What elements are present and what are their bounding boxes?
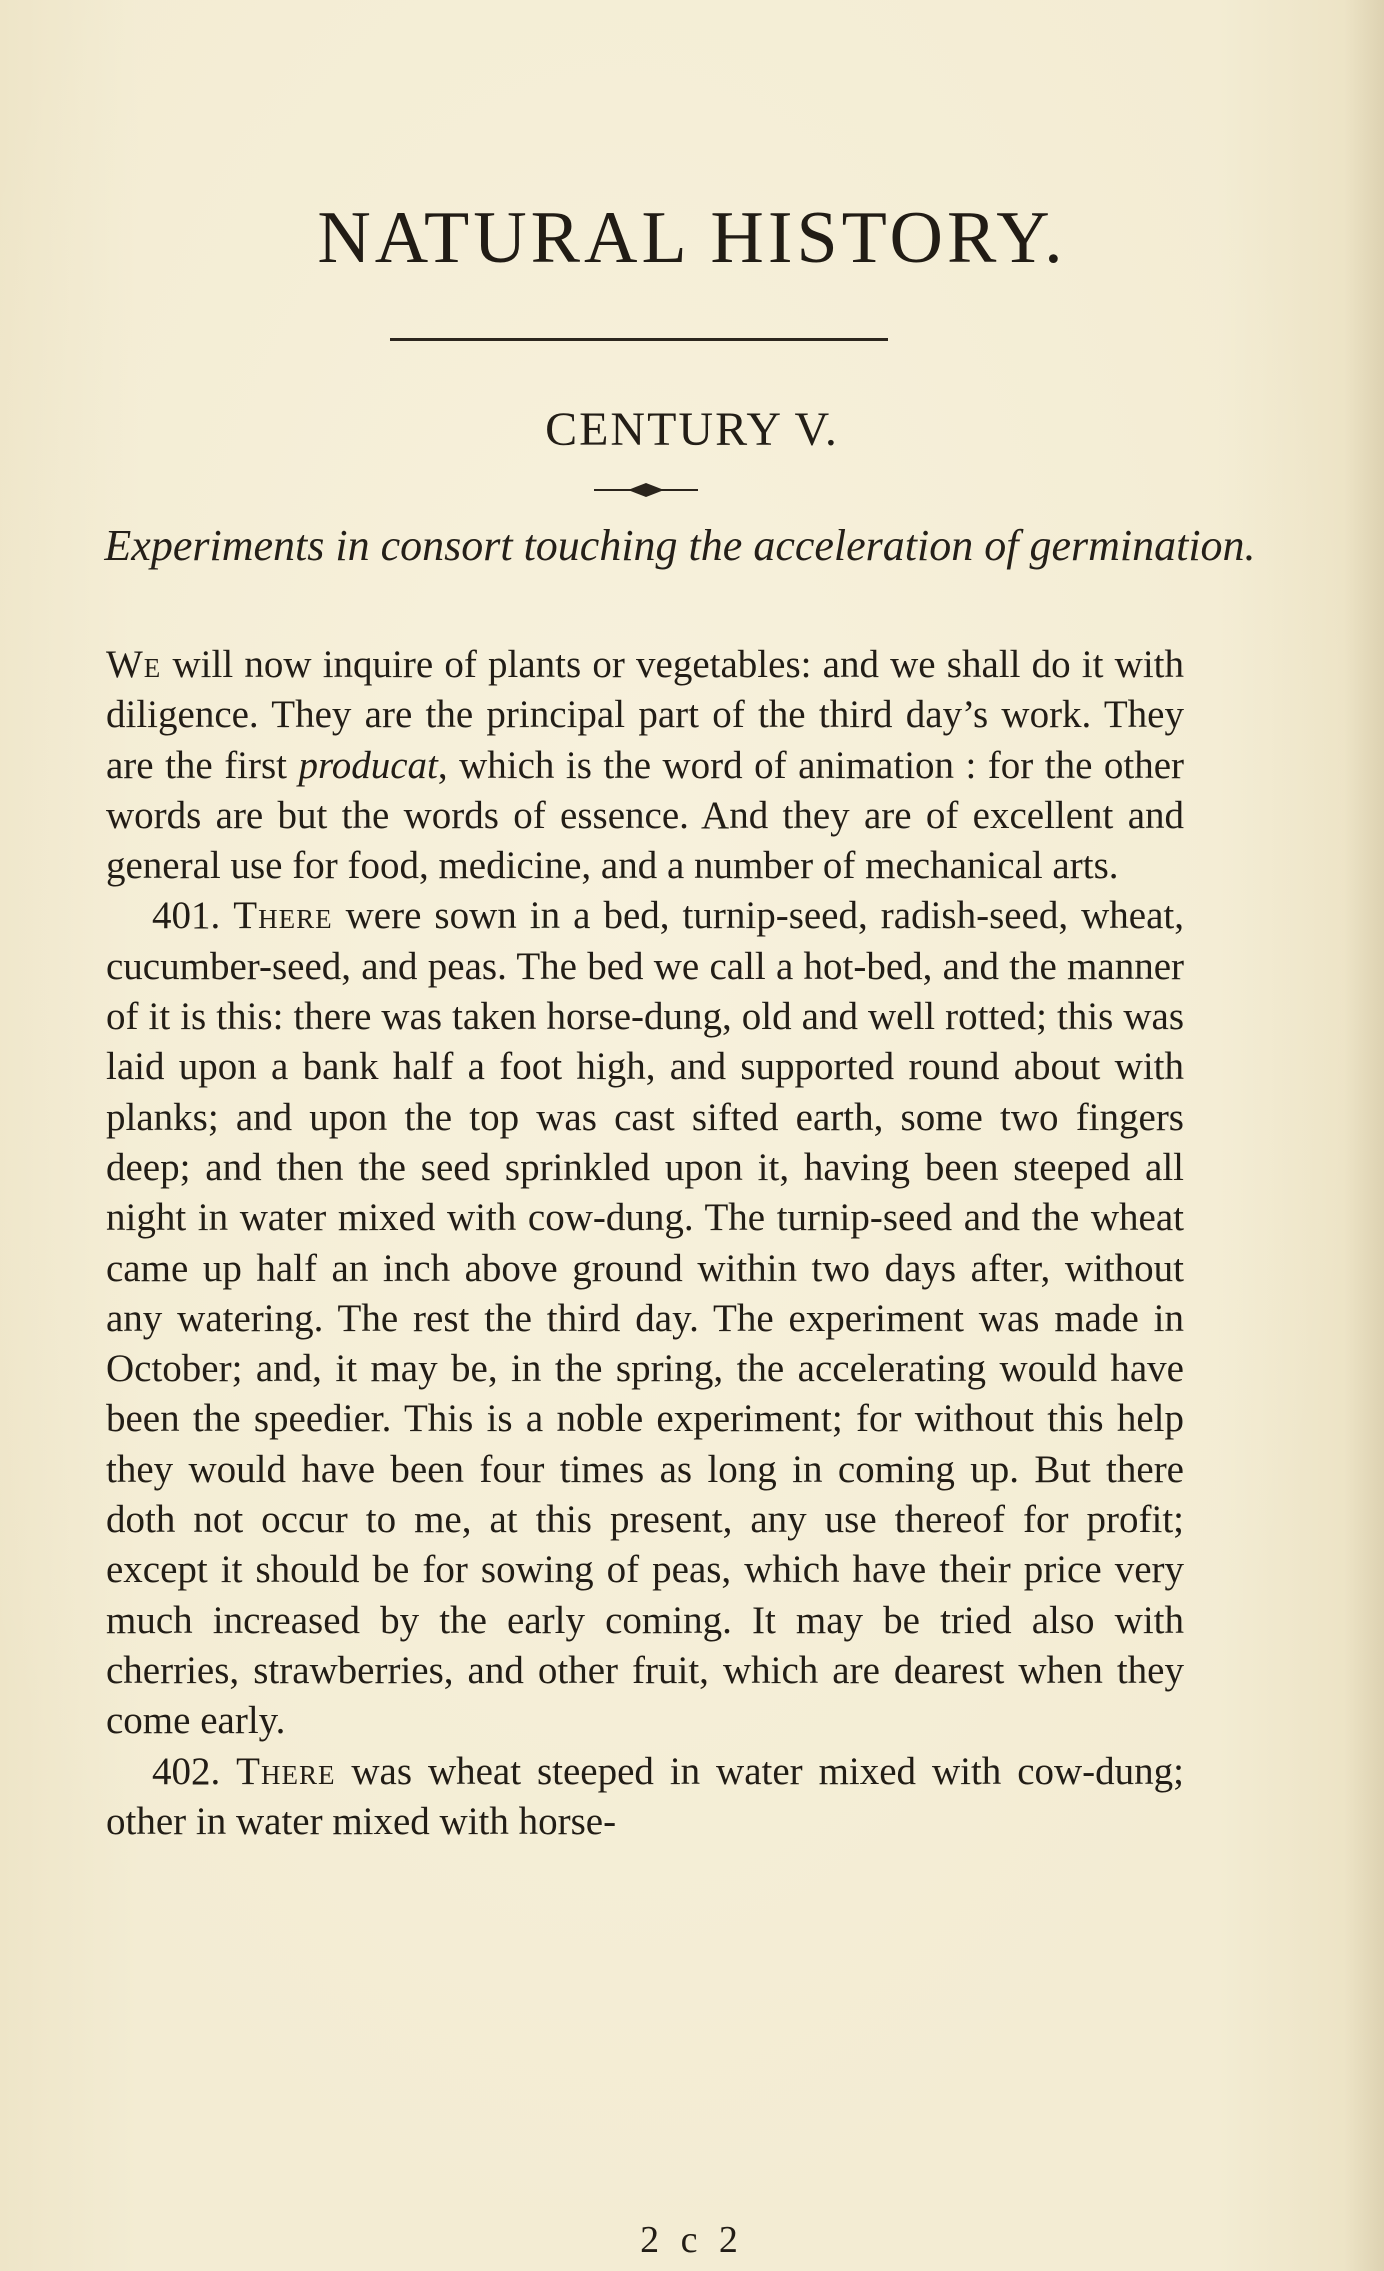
page-title: NATURAL HISTORY. (317, 197, 1067, 279)
page-signature: 2 c 2 (640, 2219, 744, 2261)
paragraph-text: were sown in a bed, turnip-seed, radish-seed, wheat, cucumber-seed, and peas. The bed we call a hot-bed, and the manner of it is this: there was taken horse-dung, old and well rotted; this was laid upon a bank half a foot high, and supported round about with planks; and upon the top was cast sifted earth, some two fingers deep; and then the seed sprinkled upon it, having been steeped all night in water mixed with cow-dung. The turnip-seed and the wheat came up half an inch above ground within two days after, without any watering. The rest the third day. The experiment was made in October; and, it may be, in the spring, the accelerating would have been the speedier. This is a noble experiment; for without this help they would have been four times as long in coming up. But there doth not occur to me, at this present, any use thereof for profit; except it should be for sowing of peas, which have their price very much increased by the early coming. It may be tried also with cherries, strawberries, and other fruit, which are dearest when they come early. (106, 894, 1185, 1743)
italic-term: producat (298, 743, 438, 787)
paragraph-text: was wheat steeped in water mixed with cow-dung; other in water mixed with horse- (106, 1749, 1184, 1843)
paragraph-lead: There (233, 894, 333, 938)
section-heading: Experiments in consort touching the acceleration of germination. (104, 521, 1256, 570)
numbered-paragraph-402 (106, 1747, 1184, 1848)
paragraph-number: 402. (152, 1749, 221, 1793)
diamond-rule-ornament-icon (594, 482, 698, 498)
intro-paragraph (106, 640, 1184, 891)
page-edge-shadow (1344, 0, 1384, 2271)
paragraph-text: will now inquire of plants or vegetables: and we shall do it with diligence. They are the principal part of the third day’s work. They are the first (106, 643, 1184, 787)
paragraph-lead: We (106, 643, 162, 686)
paragraph-lead: There (236, 1749, 336, 1793)
paragraph-text-rest: , which is the word of animation : for the other words are but the words of essence. And they are of excellent and general use for food, medicine, and a number of mechanical arts. (106, 743, 1184, 888)
title-rule (390, 338, 888, 341)
body-text (106, 640, 1184, 1847)
paragraph-number: 401. (152, 894, 221, 938)
numbered-paragraph-401 (106, 891, 1184, 1746)
century-heading: CENTURY V. (545, 403, 839, 456)
